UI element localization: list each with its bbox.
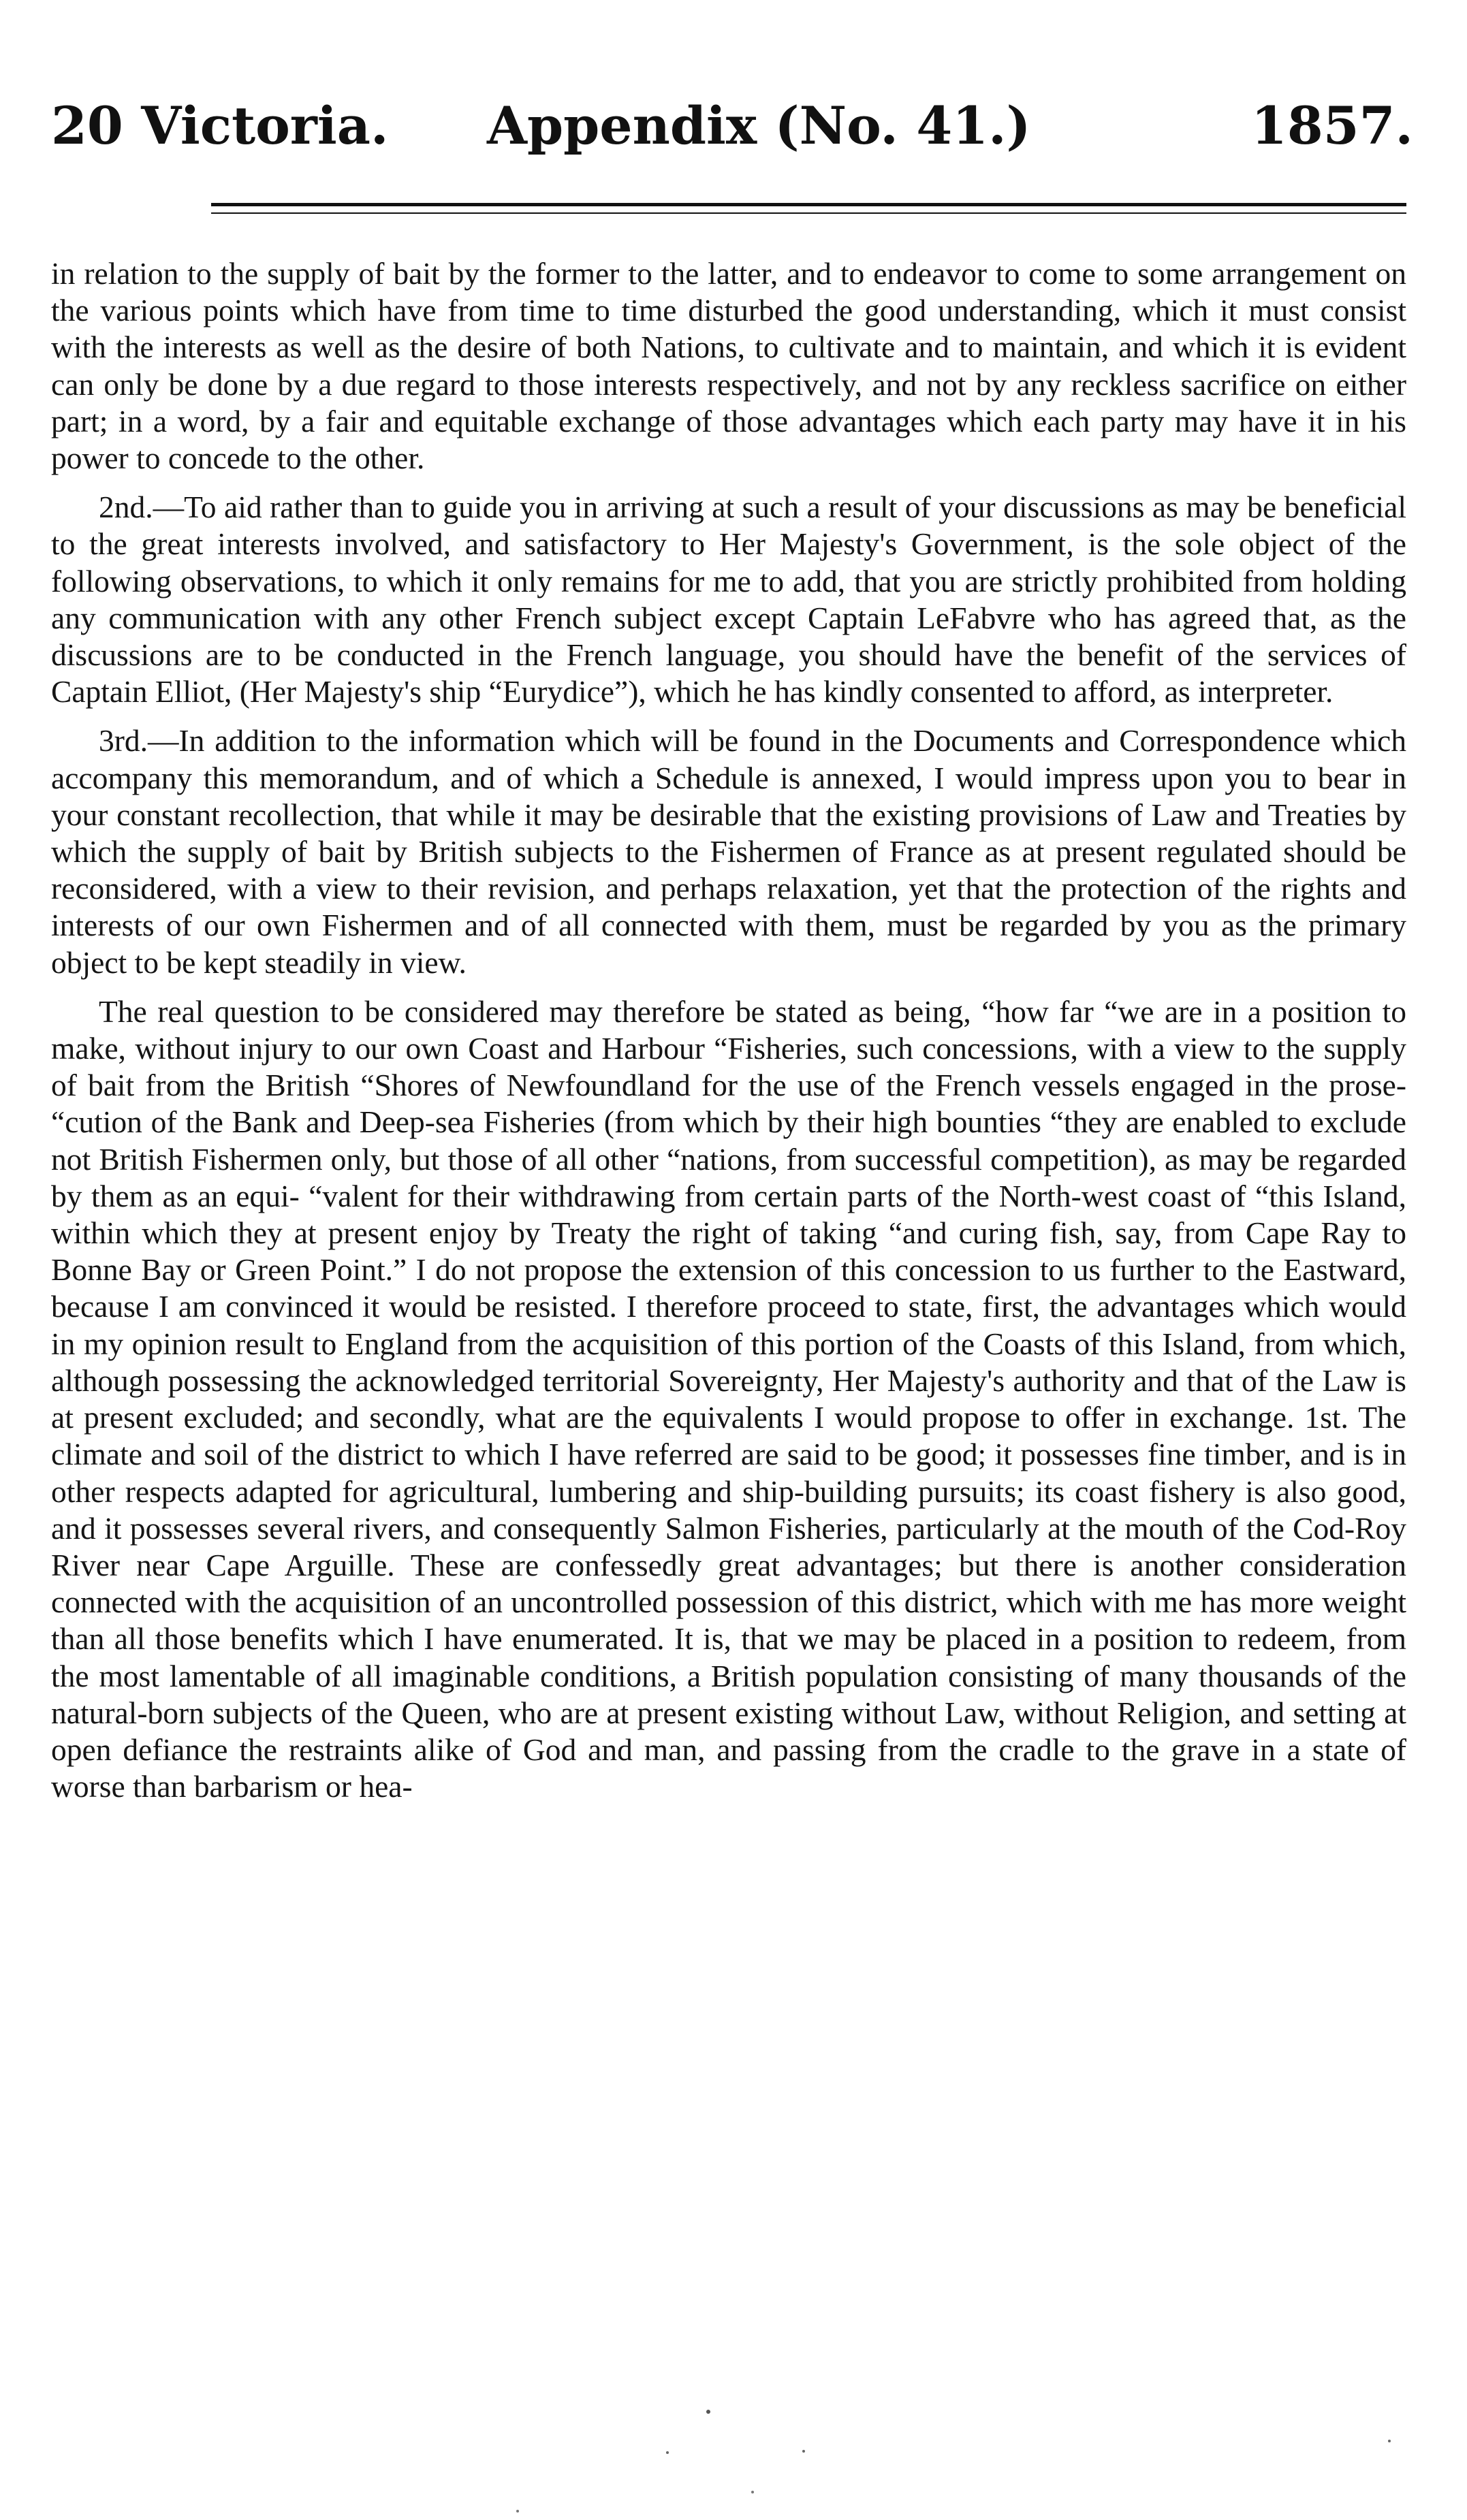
body-text	[51, 255, 1406, 1817]
paragraph-real-question: The real question to be considered may therefore be stated as being, “how far “we are in a position to make, without injury to our own Coast and Harbour “Fisheries, such concessions, with a view to the supply of bait from the British “Shores of Newfoundland for the use of the French vessels engaged in the prose- “cution of the Bank and Deep-sea Fisheries (from which by their high bounties “they are enabled to exclude not British Fishermen only, but those of all other “nations, from successful competition), as may be regarded by them as an equi- “valent for their withdrawing from certain parts of the North-west coast of “this Island, within which they at present enjoy by Treaty the right of taking “and curing fish, say, from Cape Ray to Bonne Bay or Green Point.” I do not propose the extension of this concession to us further to the Eastward, because I am convinced it would be resisted. I therefore proceed to state, first, the advantages which would in my opinion result to England from the acquisition of this portion of the Coasts of this Island, from which, although possessing the acknowledged territorial Sovereignty, Her Majesty's authority and that of the Law is at present excluded; and secondly, what are the equivalents I would propose to offer in exchange. 1st. The climate and soil of the district to which I have referred are said to be good; it possesses fine timber, and is in other respects adapted for agricultural, lumbering and ship-building pursuits; its coast fishery is also good, and it possesses several rivers, and consequently Salmon Fisheries, particularly at the mouth of the Cod-Roy River near Cape Arguille. These are confessedly great advantages; but there is another consideration connected with the acquisition of an uncontrolled possession of this district, which with me has more weight than all those benefits which I have enumerated. It is, that we may be placed in a position to redeem, from the most lamentable of all imaginable conditions, a British population consisting of many thousands of the natural-born subjects of the Queen, who are at present existing without Law, without Religion, and setting at open defiance the restraints alike of God and man, and passing from the cradle to the grave in a state of worse than barbarism or hea-	[51, 993, 1406, 1804]
header-year: 1857.	[1251, 95, 1413, 156]
header-appendix-title: Appendix (No. 41.)	[487, 95, 1031, 156]
header-rule-thick	[211, 203, 1406, 206]
header-rule-thin	[211, 212, 1406, 214]
paragraph-continuation: in relation to the supply of bait by the former to the latter, and to endeavor to come to some arrangement on the various points which have from time to time disturbed the good understanding, which it must consist with the interests as well as the desire of both Nations, to cultivate and to maintain, and which it is evident can only be done by a due regard to those interests respectively, and not by any reckless sacrifice on either part; in a word, by a fair and equitable exchange of those advantages which each party may have it in his power to concede to the other.	[51, 256, 1406, 476]
header-regnal-year: 20 Victoria.	[51, 95, 389, 156]
paragraph-third: 3rd.—In addition to the information which will be found in the Documents and Correspondence which accompany this memorandum, and of which a Schedule is annexed, I would impress upon you to bear in your constant recollection, that while it may be desirable that the existing provisions of Law and Treaties by which the supply of bait by British subjects to the Fishermen of France as at present regulated should be reconsidered, with a view to their revision, and perhaps relaxation, yet that the protection of the rights and interests of our own Fishermen and of all connected with them, must be regarded by you as the primary object to be kept steadily in view.	[51, 723, 1406, 980]
paragraph-second: 2nd.—To aid rather than to guide you in arriving at such a result of your discussions as may be beneficial to the great interests involved, and satisfactory to Her Majesty's Government, is the sole object of the following observations, to which it only remains for me to add, that you are strictly prohibited from holding any communication with any other French subject except Captain LeFabvre who has agreed that, as the discussions are to be conducted in the French language, you should have the benefit of the services of Captain Elliot, (Her Majesty's ship “Eurydice”), which he has kindly consented to afford, as interpreter.	[51, 490, 1406, 709]
page-header	[51, 89, 1413, 163]
